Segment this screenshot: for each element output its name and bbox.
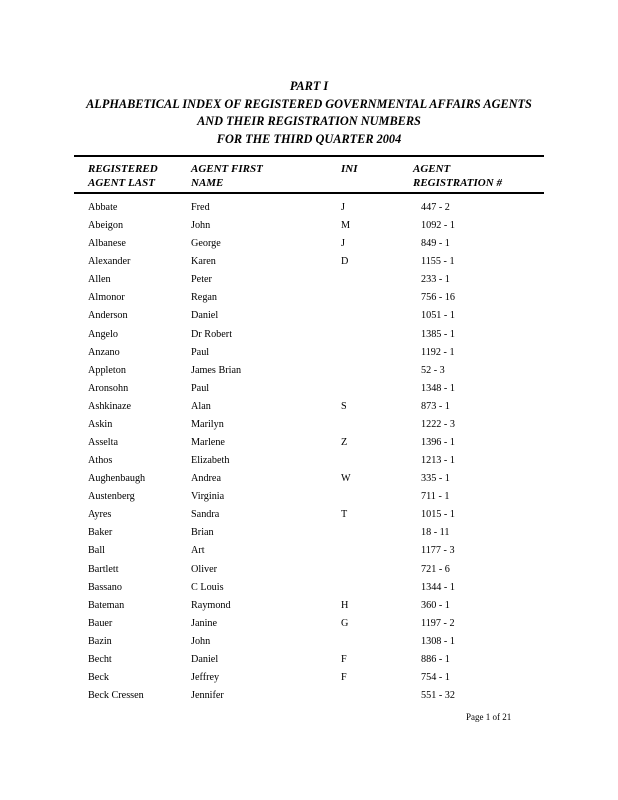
- registration-number: 754 - 1: [421, 672, 450, 684]
- agent-last-name: Bartlett: [88, 563, 119, 575]
- registration-number: 1092 - 1: [421, 220, 455, 232]
- table-row: [0, 561, 618, 579]
- agent-last-name: Appleton: [88, 364, 126, 376]
- agent-last-name: Bateman: [88, 599, 125, 611]
- registration-number: 1308 - 1: [421, 635, 455, 647]
- agent-first-name: Regan: [191, 292, 218, 304]
- column-header-first-name: [191, 162, 263, 190]
- registration-number: 1396 - 1: [421, 437, 455, 449]
- agent-first-name: Art: [191, 545, 205, 557]
- table-row: [0, 289, 618, 307]
- table-row: [0, 326, 618, 344]
- registration-number: 721 - 6: [421, 563, 450, 575]
- agent-first-name: Marlene: [191, 437, 225, 449]
- agent-first-name: Elizabeth: [191, 455, 230, 467]
- agent-first-name: George: [191, 238, 221, 250]
- agent-first-name: Daniel: [191, 310, 219, 322]
- agent-first-name: John: [191, 635, 211, 647]
- agent-initial: M: [341, 220, 351, 232]
- registration-number: 711 - 1: [421, 491, 450, 503]
- agent-last-name: Baker: [88, 527, 113, 539]
- registration-number: 233 - 1: [421, 274, 450, 286]
- registration-number: 1192 - 1: [421, 346, 455, 358]
- agent-last-name: Aronsohn: [88, 382, 129, 394]
- agent-last-name: Angelo: [88, 328, 118, 340]
- agent-first-name: John: [191, 220, 211, 232]
- table-row: [0, 217, 618, 235]
- agent-first-name: Peter: [191, 274, 212, 286]
- registration-number: 1051 - 1: [421, 310, 455, 322]
- registration-number: 447 - 2: [421, 202, 450, 213]
- table-row: [0, 579, 618, 597]
- agent-first-name: Oliver: [191, 563, 218, 575]
- agent-initial: T: [341, 509, 348, 521]
- agent-initial: G: [341, 617, 349, 629]
- table-row: [0, 597, 618, 615]
- registration-number: 1348 - 1: [421, 382, 455, 394]
- registration-number: 335 - 1: [421, 473, 450, 485]
- registration-number: 886 - 1: [421, 653, 450, 665]
- registration-number: 18 - 11: [421, 527, 450, 539]
- agent-initial: J: [341, 238, 345, 250]
- table-row: [0, 416, 618, 434]
- agent-initial: H: [341, 599, 349, 611]
- agent-first-name: Daniel: [191, 653, 219, 665]
- table-row: [0, 524, 618, 542]
- column-header-line: NAME: [191, 177, 224, 189]
- table-row: [0, 344, 618, 362]
- agent-initial: W: [341, 473, 351, 485]
- document-title: ALPHABETICAL INDEX OF REGISTERED GOVERNMENTAL AFFAIRS AGENTS: [86, 96, 532, 111]
- registration-number: 360 - 1: [421, 599, 450, 611]
- table-row: [0, 470, 618, 488]
- agent-last-name: Ashkinaze: [88, 400, 131, 412]
- agent-last-name: Allen: [88, 274, 111, 286]
- agent-last-name: Anderson: [88, 310, 128, 322]
- column-header-line: AGENT LAST: [88, 177, 155, 189]
- document-subtitle: AND THEIR REGISTRATION NUMBERS: [197, 114, 421, 129]
- document-header: [0, 78, 618, 149]
- agent-first-name: Virginia: [191, 491, 225, 503]
- agent-last-name: Askin: [88, 418, 113, 430]
- agent-last-name: Bauer: [88, 617, 113, 629]
- agent-last-name: Bazin: [88, 635, 112, 647]
- registration-number: 849 - 1: [421, 238, 450, 250]
- agent-last-name: Beck: [88, 672, 109, 684]
- agent-initial: J: [341, 202, 345, 213]
- column-header-line: AGENT: [413, 163, 451, 175]
- part-label: PART I: [289, 79, 329, 93]
- agent-last-name: Aughenbaugh: [88, 473, 146, 485]
- agent-last-name: Athos: [88, 455, 113, 467]
- registration-number: 873 - 1: [421, 400, 450, 412]
- agent-first-name: Fred: [191, 202, 210, 213]
- header-top-rule: [74, 155, 544, 157]
- column-header-initial: [341, 162, 358, 176]
- agent-first-name: Jennifer: [191, 690, 224, 702]
- table-row: [0, 235, 618, 253]
- agent-last-name: Ball: [88, 545, 105, 557]
- agent-last-name: Abbate: [88, 202, 118, 213]
- table-row: [0, 669, 618, 687]
- column-header-line: AGENT FIRST: [191, 163, 263, 175]
- quarter-label: FOR THE THIRD QUARTER 2004: [216, 132, 402, 147]
- agent-first-name: C Louis: [191, 581, 224, 593]
- agent-first-name: Marilyn: [191, 418, 224, 430]
- table-row: [0, 271, 618, 289]
- table-row: [0, 633, 618, 651]
- agent-last-name: Austenberg: [88, 491, 135, 503]
- registration-number: 1344 - 1: [421, 581, 455, 593]
- agent-last-name: Bassano: [88, 581, 122, 593]
- agent-last-name: Anzano: [88, 346, 120, 358]
- agent-initial: F: [341, 672, 347, 684]
- column-header-line: REGISTRATION #: [413, 177, 502, 189]
- agent-last-name: Albanese: [88, 238, 126, 250]
- column-header-line: INI: [341, 163, 358, 175]
- agent-first-name: Alan: [191, 400, 211, 412]
- agent-last-name: Ayres: [88, 509, 112, 521]
- agent-first-name: Janine: [191, 617, 218, 629]
- agent-first-name: Jeffrey: [191, 672, 220, 684]
- agent-first-name: James Brian: [191, 364, 242, 376]
- table-row: [0, 199, 618, 217]
- table-row: [0, 488, 618, 506]
- table-row: [0, 307, 618, 325]
- agent-first-name: Paul: [191, 346, 210, 358]
- registration-number: 1155 - 1: [421, 256, 455, 268]
- agent-initial: S: [341, 400, 347, 412]
- column-header-line: REGISTERED: [88, 163, 158, 175]
- agent-last-name: Beck Cressen: [88, 690, 144, 702]
- column-header-last-name: [88, 162, 158, 190]
- header-bottom-rule: [74, 192, 544, 194]
- table-row: [0, 615, 618, 633]
- registration-number: 1385 - 1: [421, 328, 455, 340]
- table-row: [0, 506, 618, 524]
- table-row: [0, 452, 618, 470]
- agent-first-name: Dr Robert: [191, 328, 233, 340]
- registration-number: 52 - 3: [421, 364, 445, 376]
- registration-number: 1177 - 3: [421, 545, 455, 557]
- agent-last-name: Becht: [88, 653, 112, 665]
- agent-initial: D: [341, 256, 349, 268]
- agent-first-name: Andrea: [191, 473, 221, 485]
- registration-number: 551 - 32: [421, 690, 455, 702]
- table-row: [0, 380, 618, 398]
- page-number: Page 1 of 21: [466, 712, 512, 722]
- agent-first-name: Brian: [191, 527, 214, 539]
- registration-number: 756 - 16: [421, 292, 455, 304]
- agent-first-name: Sandra: [191, 509, 220, 521]
- registration-number: 1213 - 1: [421, 455, 455, 467]
- agent-first-name: Karen: [191, 256, 216, 268]
- agent-last-name: Asselta: [88, 437, 118, 449]
- agent-last-name: Alexander: [88, 256, 131, 268]
- agent-table-body: [0, 199, 618, 705]
- registration-number: 1222 - 3: [421, 418, 455, 430]
- agent-initial: Z: [341, 437, 348, 449]
- table-row: [0, 651, 618, 669]
- table-row: [0, 398, 618, 416]
- agent-last-name: Almonor: [88, 292, 125, 304]
- agent-first-name: Paul: [191, 382, 210, 394]
- agent-first-name: Raymond: [191, 599, 231, 611]
- agent-initial: F: [341, 653, 347, 665]
- column-header-registration: [413, 162, 502, 190]
- registration-number: 1015 - 1: [421, 509, 455, 521]
- table-row: [0, 362, 618, 380]
- agent-last-name: Abeigon: [88, 220, 124, 232]
- table-row: [0, 253, 618, 271]
- table-row: [0, 542, 618, 560]
- table-row: [0, 687, 618, 705]
- table-row: [0, 434, 618, 452]
- registration-number: 1197 - 2: [421, 617, 455, 629]
